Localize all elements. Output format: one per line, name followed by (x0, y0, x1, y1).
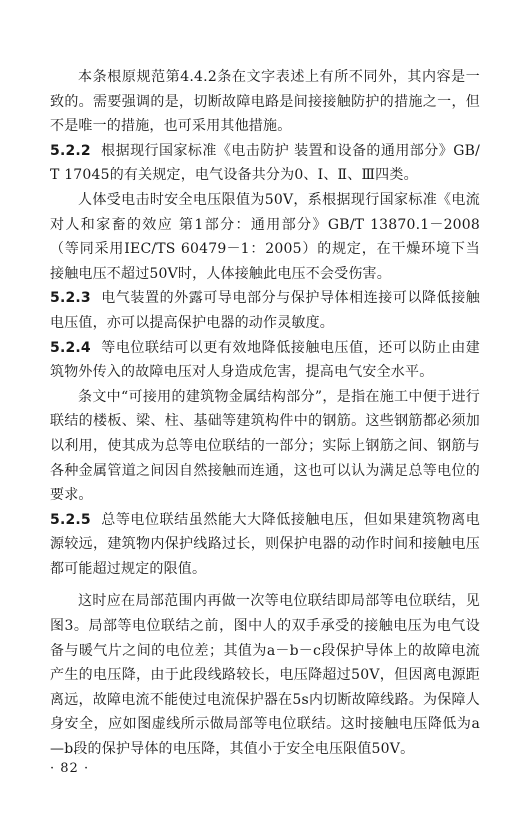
paragraph (50, 589, 480, 761)
paragraph-text: 根据现行国家标准《电击防护 装置和设备的通用部分》GB/T 17045的有关规定，电气设备共分为0、Ⅰ、Ⅱ、Ⅲ四类。 (50, 142, 480, 184)
paragraph-text: 电气装置的外露可导电部分与保护导体相连接可以降低接触电压值，亦可以提高保护电器的动作灵敏度。 (50, 290, 480, 331)
clause-number: 5.2.5 (50, 511, 91, 528)
paragraph (50, 65, 480, 139)
paragraph (50, 385, 480, 508)
page-number: · 82 · (50, 761, 90, 776)
paragraph (50, 188, 480, 286)
document-body (50, 65, 480, 762)
clause-number: 5.2.3 (50, 290, 91, 307)
paragraph-text: 等电位联结可以更有效地降低接触电压值，还可以防止由建筑物外传入的故障电压对人身造成危害，提高电气安全水平。 (50, 339, 480, 381)
paragraph-text: 这时应在局部范围内再做一次等电位联结即局部等电位联结，见图3。局部等电位联结之前，图中人的双手承受的接触电压为电气设备与暖气片之间的电位差；其值为a－b－c段保护导体上的故障电流产生的电压降，由于此段线路较长，电压降超过50V，但因离电源距离远，故障电流不能使过电流保护器在5s内切断故障线路。为保障人身安全，应如图虚线所示做局部等电位联结。这时接触电压降低为a—b段的保护导体的电压降，其值小于安全电压限值50V。 (50, 593, 480, 758)
clause-5-2-4 (50, 336, 480, 385)
clause-number: 5.2.4 (50, 339, 91, 356)
clause-5-2-5 (50, 508, 480, 582)
clause-number: 5.2.2 (50, 142, 91, 159)
paragraph-text: 条文中“可接用的建筑物金属结构部分”，是指在施工中便于进行联结的楼板、梁、柱、基础等建筑构件中的钢筋。这些钢筋都必须加以利用，使其成为总等电位联结的一部分；实际上钢筋之间、钢筋与各种金属管道之间因自然接触而连通，这也可以认为满足总等电位的要求。 (50, 388, 480, 504)
paragraph-text: 总等电位联结虽然能大大降低接触电压，但如果建筑物离电源较远，建筑物内保护线路过长，则保护电器的动作时间和接触电压都可能超过规定的限值。 (50, 511, 480, 577)
clause-5-2-2 (50, 139, 480, 188)
clause-5-2-3 (50, 286, 480, 335)
paragraph-text: 人体受电击时安全电压限值为50V，系根据现行国家标准《电流对人和家畜的效应 第1部分：通用部分》GB/T 13870.1－2008（等同采用IEC/TS 60479－1：2005）的规定，在干燥环境下当接触电压不超过50V时，人体接触此电压不会受伤害。 (50, 191, 480, 282)
paragraph-text: 本条根原规范第4.4.2条在文字表述上有所不同外，其内容是一致的。需要强调的是，切断故障电路是间接接触防护的措施之一，但不是唯一的措施，也可采用其他措施。 (50, 69, 480, 135)
